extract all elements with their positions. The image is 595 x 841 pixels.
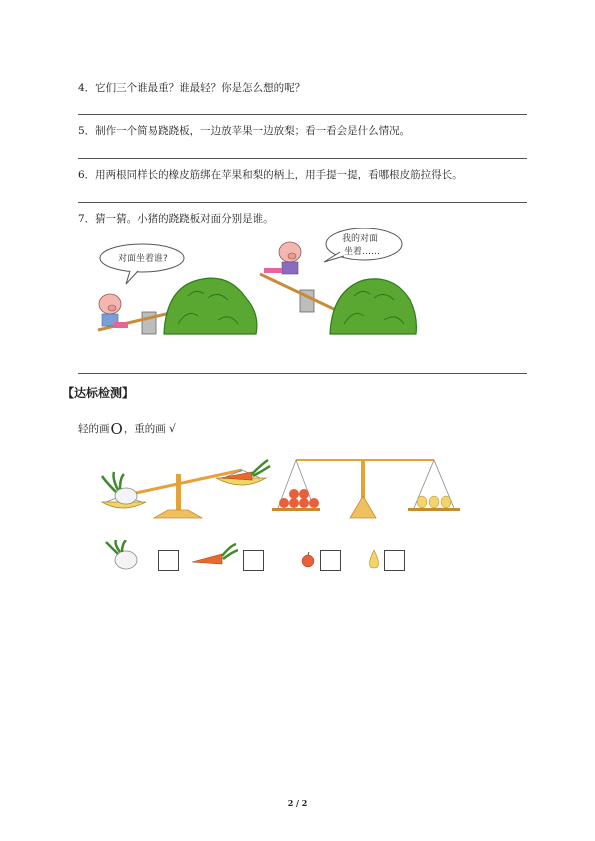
bubble-right-text-1: 我的对面 <box>342 234 379 244</box>
speech-bubble-right <box>324 228 402 262</box>
answer-box-pear[interactable] <box>384 550 405 571</box>
answer-line-5 <box>78 158 527 159</box>
carrot-icon <box>220 460 270 480</box>
scale-apple-pear <box>272 460 460 518</box>
pear-small-icon <box>366 548 382 570</box>
pears-icon <box>417 496 451 508</box>
instruction-after: ，重的画 √ <box>123 423 176 435</box>
bubble-right-text-2: 坐着…… <box>344 247 381 257</box>
radish-small-icon <box>102 540 140 572</box>
seesaw-right <box>260 274 340 312</box>
bush-left <box>164 278 257 334</box>
speech-bubble-left <box>100 244 184 284</box>
page-number: 2 / 2 <box>287 798 308 808</box>
scales-illustration <box>92 452 472 526</box>
answer-box-radish[interactable] <box>158 550 179 571</box>
answer-box-carrot[interactable] <box>243 550 264 571</box>
bubble-left-text: 对面坐着谁? <box>118 254 168 264</box>
pig-right <box>264 242 301 274</box>
section-title: 【达标检测】 <box>62 386 135 400</box>
answer-line-7 <box>78 373 527 374</box>
answer-box-apple[interactable] <box>320 550 341 571</box>
question-4: 4．它们三个谁最重？谁最轻？你是怎么想的呢？ <box>78 82 306 94</box>
seesaw-illustration <box>78 228 418 346</box>
pig-left <box>99 294 128 328</box>
apples-icon <box>279 489 319 508</box>
radish-icon <box>102 472 137 504</box>
question-6: 6．用两根同样长的橡皮筋绑在苹果和梨的柄上，用手提一提，看哪根皮筋拉得长。 <box>78 169 463 181</box>
answer-line-4 <box>78 114 527 115</box>
instruction-circle: O <box>110 420 123 438</box>
question-7: 7．猜一猜。小猪的跷跷板对面分别是谁。 <box>78 213 274 225</box>
carrot-small-icon <box>190 542 238 570</box>
instruction <box>78 420 176 438</box>
bush-right <box>330 279 416 334</box>
apple-small-icon <box>300 552 316 568</box>
scale-radish-carrot <box>102 460 270 518</box>
answer-line-6 <box>78 202 527 203</box>
instruction-before: 轻的画 <box>78 423 110 435</box>
question-5: 5．制作一个简易跷跷板，一边放苹果一边放梨；看一看会是什么情况。 <box>78 125 411 137</box>
